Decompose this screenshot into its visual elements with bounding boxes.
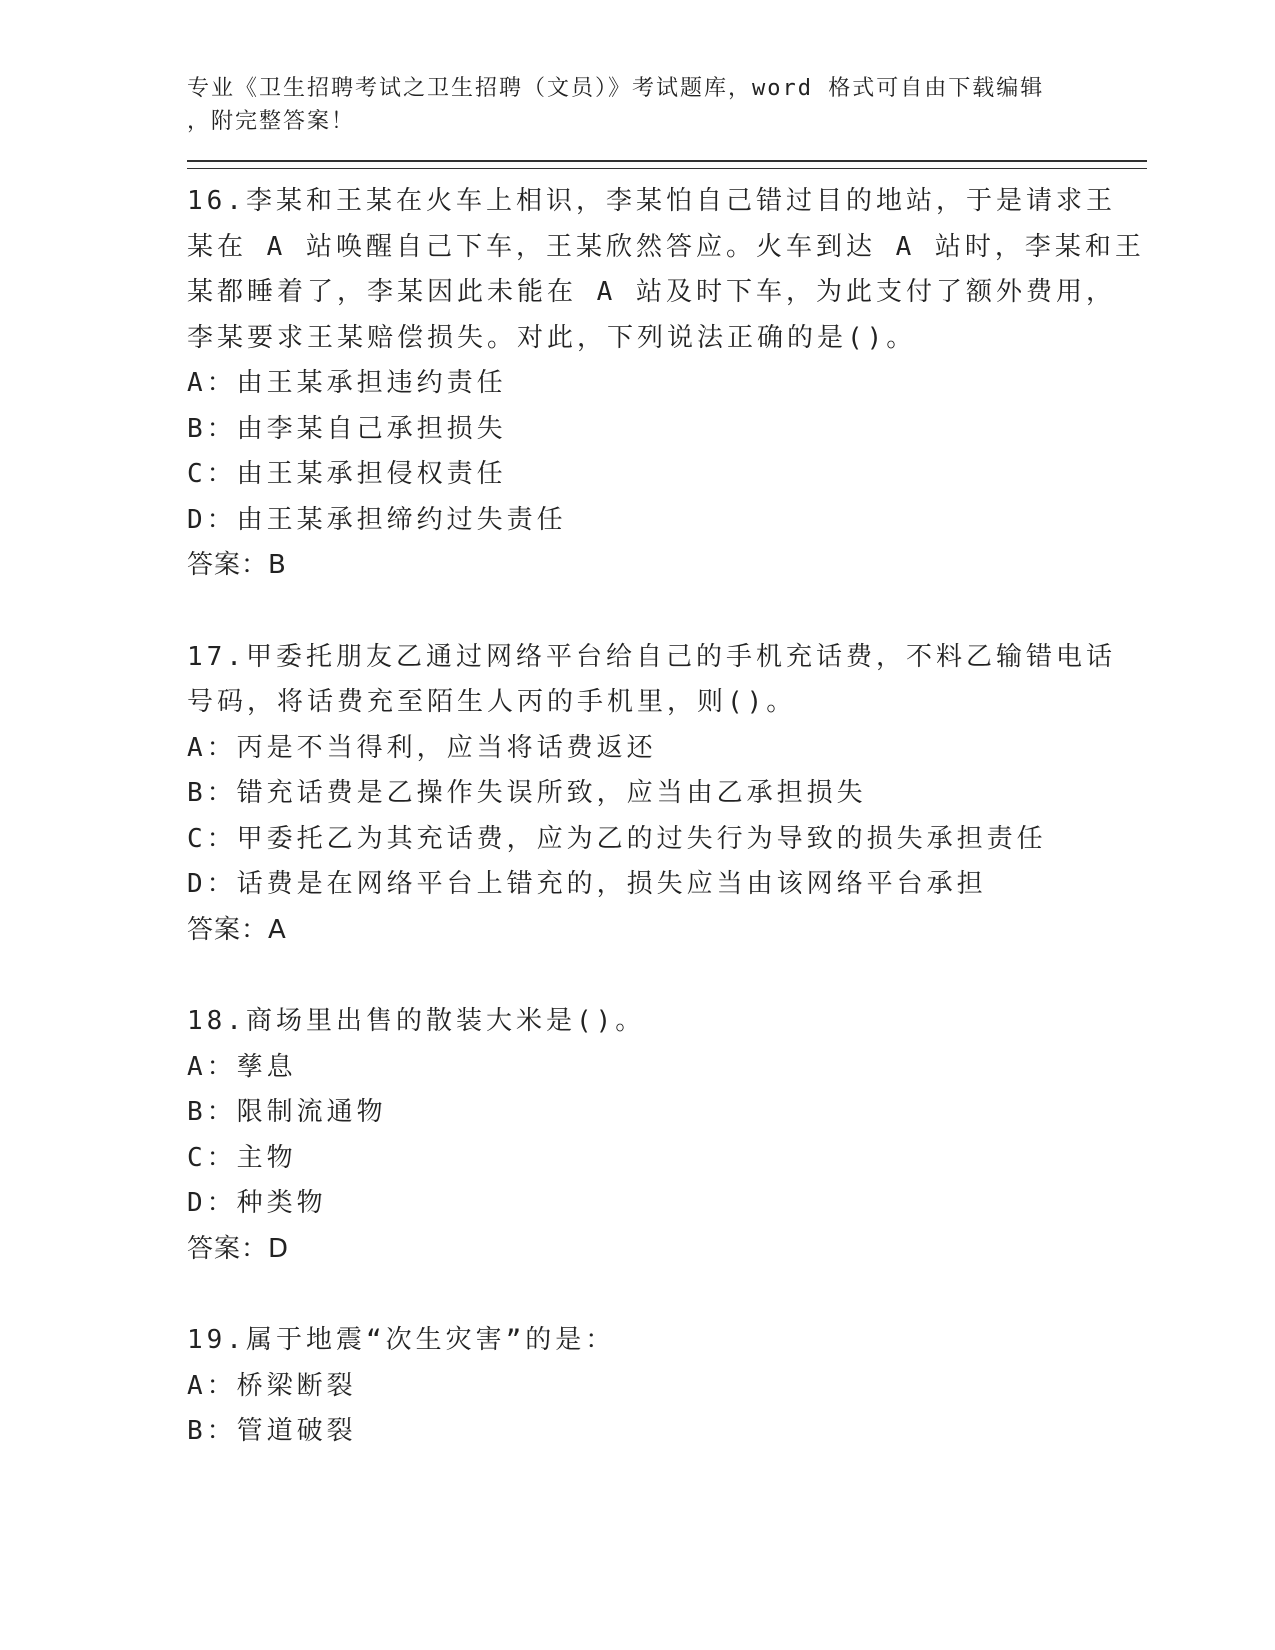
question-stem-line: 李某要求王某赔偿损失。对此，下列说法正确的是()。: [187, 322, 917, 353]
answer-key: 答案：D: [187, 1233, 290, 1264]
header-divider: [187, 160, 1147, 169]
header-line: ，附完整答案！: [187, 109, 356, 134]
question-stem-line: 某在 A 站唤醒自己下车，王某欣然答应。火车到达 A 站时，李某和王: [187, 231, 1145, 262]
question-block: [187, 635, 1147, 954]
answer-option: C：主物: [187, 1142, 297, 1173]
document-page: [187, 72, 1147, 1455]
answer-option: A：由王某承担违约责任: [187, 368, 507, 398]
answer-option: A：丙是不当得利，应当将话费返还: [187, 732, 657, 763]
answer-option: C：甲委托乙为其充话费，应为乙的过失行为导致的损失承担责任: [187, 823, 1047, 854]
answer-option: D：种类物: [187, 1188, 327, 1218]
answer-option: C：由王某承担侵权责任: [187, 459, 507, 489]
question-list: [187, 179, 1147, 1455]
question-block: [187, 179, 1147, 589]
answer-option: B：错充话费是乙操作失误所致，应当由乙承担损失: [187, 778, 867, 808]
question-stem-line: 18.商场里出售的散装大米是()。: [187, 1006, 646, 1036]
answer-option: D：话费是在网络平台上错充的，损失应当由该网络平台承担: [187, 869, 987, 899]
header-line: 专业《卫生招聘考试之卫生招聘（文员）》考试题库，word 格式可自由下载编辑: [187, 76, 1045, 101]
question-stem-line: 某都睡着了，李某因此未能在 A 站及时下车，为此支付了额外费用，: [187, 277, 1116, 307]
question-stem-line: 17.甲委托朋友乙通过网络平台给自己的手机充话费，不料乙输错电话: [187, 641, 1116, 672]
document-header: [187, 72, 1147, 138]
question-block: [187, 1318, 1147, 1455]
question-stem-line: 19.属于地震“次生灾害”的是：: [187, 1325, 616, 1355]
answer-option: B：由李某自己承担损失: [187, 413, 507, 444]
answer-option: B：管道破裂: [187, 1416, 357, 1446]
answer-option: B：限制流通物: [187, 1097, 387, 1127]
question-stem-line: 16.李某和王某在火车上相识，李某怕自己错过目的地站，于是请求王: [187, 186, 1116, 216]
answer-key: 答案：A: [187, 914, 287, 945]
question-stem-line: 号码，将话费充至陌生人丙的手机里，则()。: [187, 687, 797, 717]
answer-key: 答案：B: [187, 550, 287, 580]
answer-option: D：由王某承担缔约过失责任: [187, 504, 567, 535]
answer-option: A：桥梁断裂: [187, 1370, 357, 1401]
answer-option: A：孳息: [187, 1051, 297, 1082]
question-block: [187, 999, 1147, 1272]
